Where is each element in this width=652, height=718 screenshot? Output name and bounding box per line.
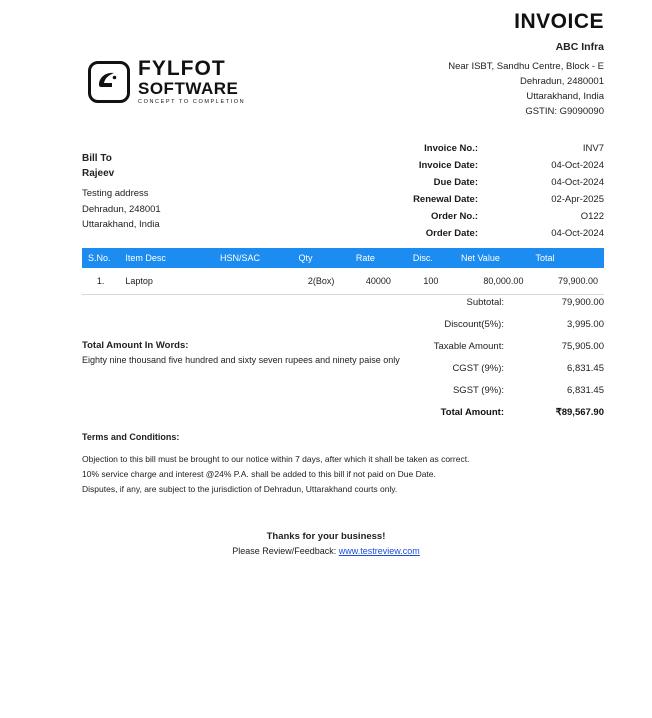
company-address-line-2: Dehradun, 2480001: [520, 76, 604, 87]
meta-value: INV7: [582, 143, 604, 154]
cell-sno: 1.: [82, 268, 119, 295]
meta-value: 02-Apr-2025: [551, 194, 604, 205]
meta-key: Renewal Date:: [413, 194, 478, 205]
total-key: SGST (9%):: [452, 385, 504, 396]
bill-to-block: [82, 152, 161, 233]
amount-in-words-text: Eighty nine thousand five hundred and sixty seven rupees and ninety paise only: [82, 355, 400, 365]
header-qty: Qty: [292, 248, 349, 268]
items-table-body: [82, 268, 604, 295]
terms-line-3: Disputes, if any, are subject to the jurisdiction of Dehradun, Uttarakhand courts only.: [82, 484, 398, 494]
total-row-grand: [354, 402, 604, 424]
cell-net: 80,000.00: [455, 268, 529, 295]
table-row: [82, 268, 604, 295]
meta-row: [344, 191, 604, 208]
terms-line-1: Objection to this bill must be brought to our notice within 7 days, after which it shall be taken as correct.: [82, 454, 470, 464]
review-prefix: Please Review/Feedback:: [232, 546, 339, 556]
meta-row: [344, 157, 604, 174]
meta-key: Invoice Date:: [418, 160, 478, 171]
cell-disc: 100: [407, 268, 455, 295]
header-net: Net Value: [455, 248, 529, 268]
thanks-message: Thanks for your business!: [266, 531, 386, 542]
total-key: Taxable Amount:: [433, 341, 504, 352]
header-hsn: HSN/SAC: [214, 248, 293, 268]
company-info: [448, 40, 604, 119]
header-sno: S.No.: [82, 248, 119, 268]
meta-row: [344, 225, 604, 242]
logo-line-2: SOFTWARE: [138, 79, 239, 98]
review-line: [0, 546, 652, 556]
header-desc: Item Desc: [119, 248, 214, 268]
total-value: 3,995.00: [567, 319, 604, 330]
meta-row: [344, 140, 604, 157]
meta-key: Order Date:: [425, 228, 478, 239]
total-key: Total Amount:: [440, 407, 504, 418]
total-row-subtotal: [354, 292, 604, 314]
logo-tagline: CONCEPT TO COMPLETION: [138, 99, 246, 105]
terms-line-2: 10% service charge and interest @24% P.A. shall be added to this bill if not paid on Due Date.: [82, 469, 436, 479]
meta-value: 04-Oct-2024: [551, 228, 604, 239]
meta-row: [344, 174, 604, 191]
total-value: ₹89,567.90: [555, 407, 604, 418]
meta-value: 04-Oct-2024: [551, 160, 604, 171]
items-table: [82, 248, 604, 295]
bill-to-name: Rajeev: [82, 167, 115, 179]
total-row-discount: [354, 314, 604, 336]
items-table-header: [82, 248, 604, 268]
amount-in-words: [82, 338, 432, 368]
company-gstin: GSTIN: G9090090: [525, 106, 604, 117]
total-value: 79,900.00: [561, 297, 604, 308]
bill-to-label: Bill To: [82, 153, 112, 164]
header-rate: Rate: [350, 248, 407, 268]
total-value: 6,831.45: [567, 363, 604, 374]
total-key: Discount(5%):: [444, 319, 504, 330]
total-value: 75,905.00: [561, 341, 604, 352]
swirl-glyph-icon: [96, 69, 122, 95]
fylfot-mark-icon: [88, 61, 130, 103]
meta-value: O122: [580, 211, 604, 222]
footer: [0, 531, 652, 556]
logo-wordmark: [138, 58, 245, 106]
amount-in-words-label: Total Amount In Words:: [82, 340, 189, 351]
meta-key: Invoice No.:: [424, 143, 478, 154]
cell-qty: 2(Box): [292, 268, 349, 295]
logo-line-1: FYLFOT: [138, 57, 226, 80]
cell-rate: 40000: [350, 268, 407, 295]
meta-value: 04-Oct-2024: [551, 177, 604, 188]
header-total: Total: [529, 248, 604, 268]
meta-key: Due Date:: [433, 177, 478, 188]
total-key: CGST (9%):: [452, 363, 504, 374]
total-row-sgst: [354, 380, 604, 402]
company-name: ABC Infra: [555, 41, 604, 53]
meta-key: Order No.:: [431, 211, 478, 222]
company-address-line-3: Uttarakhand, India: [526, 91, 604, 102]
total-value: 6,831.45: [567, 385, 604, 396]
cell-hsn: [214, 268, 293, 295]
invoice-meta: [344, 140, 604, 242]
page-title: INVOICE: [514, 10, 604, 33]
company-logo: [88, 58, 245, 106]
terms-label: Terms and Conditions:: [82, 432, 180, 442]
bill-to-address-2: Dehradun, 248001: [82, 203, 161, 215]
bill-to-address-1: Testing address: [82, 188, 149, 199]
company-address-line-1: Near ISBT, Sandhu Centre, Block - E: [448, 61, 604, 72]
cell-total: 79,900.00: [529, 268, 604, 295]
cell-desc: Laptop: [119, 268, 214, 295]
table-header-row: [82, 248, 604, 268]
header-disc: Disc.: [407, 248, 455, 268]
meta-row: [344, 208, 604, 225]
total-key: Subtotal:: [466, 297, 504, 308]
terms-and-conditions: [82, 430, 532, 497]
review-link[interactable]: www.testreview.com: [338, 546, 420, 556]
bill-to-address-3: Uttarakhand, India: [82, 219, 160, 230]
